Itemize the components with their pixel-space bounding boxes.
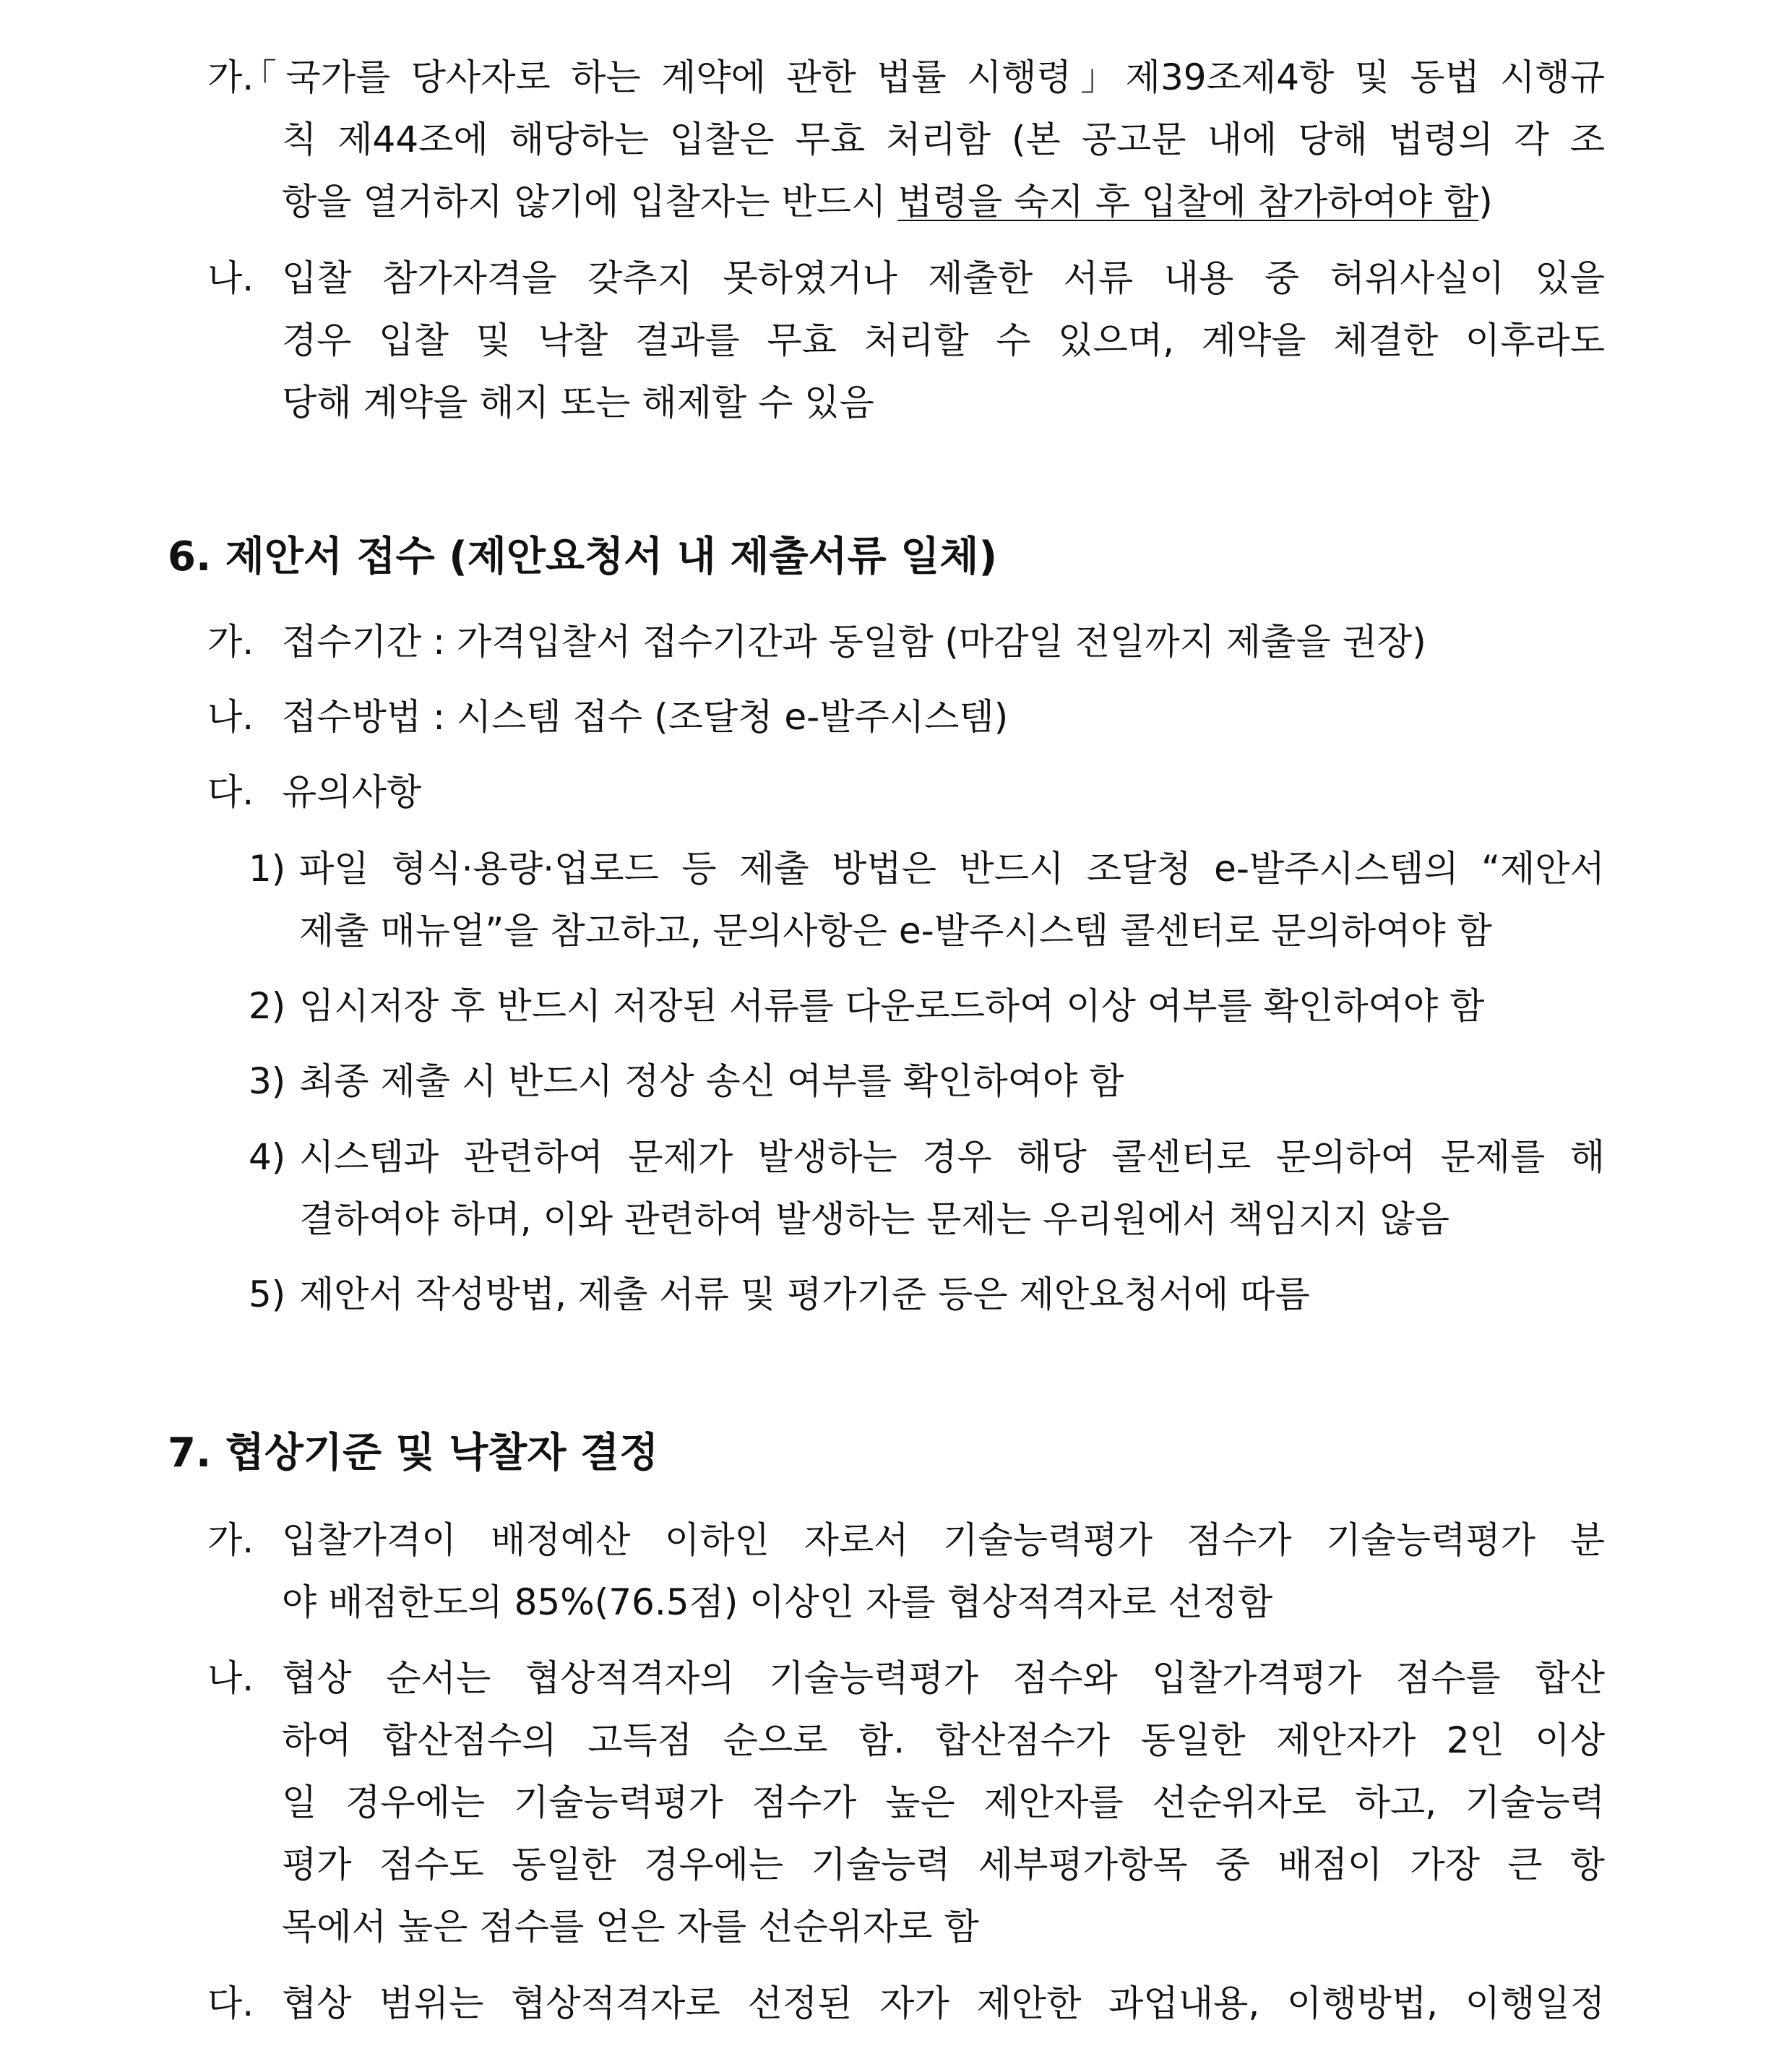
list-item-text: 입찰 참가자격을 갖추지 못하였거나 제출한 서류 내용 중 허위사실이 있을 xyxy=(282,257,1605,299)
list-item-text: 결하여야 하며, 이와 관련하여 발생하는 문제는 우리원에서 책임지지 않음 xyxy=(299,1198,1450,1240)
section-heading: 7. 협상기준 및 낙찰자 결정 xyxy=(168,1430,659,1477)
list-item-text: 칙 제44조에 해당하는 입찰은 무효 처리함 (본 공고문 내에 당해 법령의 각 조 xyxy=(282,119,1605,160)
list-item-text: 경우 입찰 및 낙찰 결과를 무효 처리할 수 있으며, 계약을 체결한 이후라도 xyxy=(282,319,1605,361)
list-marker: 가. xyxy=(207,621,254,663)
list-item-text: 야 배점한도의 85%(76.5점) 이상인 자를 협상적격자로 선정함 xyxy=(282,1581,1273,1623)
underlined-text: 법령을 숙지 후 입찰에 참가하여야 함 xyxy=(897,181,1479,223)
list-marker: 2) xyxy=(249,985,286,1027)
list-marker: 4) xyxy=(249,1136,286,1178)
list-marker: 다. xyxy=(207,1982,254,2024)
list-item-text: 하여 합산점수의 고득점 순으로 함. 합산점수가 동일한 제안자가 2인 이상 xyxy=(282,1719,1605,1761)
list-item-text: 제출 매뉴얼”을 참고하고, 문의사항은 e-발주시스템 콜센터로 문의하여야 함 xyxy=(299,910,1492,952)
list-marker: 나. xyxy=(207,1657,254,1699)
list-item-text: 목에서 높은 점수를 얻은 자를 선순위자로 함 xyxy=(282,1906,979,1948)
list-marker: 5) xyxy=(249,1273,286,1315)
list-item-text: 접수기간 : 가격입찰서 접수기간과 동일함 (마감일 전일까지 제출을 권장) xyxy=(282,621,1426,663)
list-item-text: 파일 형식·용량·업로드 등 제출 방법은 반드시 조달청 e-발주시스템의 “제안서 xyxy=(299,848,1605,890)
list-item-text: 항을 열거하지 않기에 입찰자는 반드시 법령을 숙지 후 입찰에 참가하여야 함) xyxy=(282,181,1493,223)
list-marker: 나. xyxy=(207,696,254,738)
list-item-text: 「국가를 당사자로 하는 계약에 관한 법률 시행령」제39조제4항 및 동법 시행규 xyxy=(241,56,1605,98)
list-item-text: 유의사항 xyxy=(282,771,422,813)
list-item-text: 협상 범위는 협상적격자로 선정된 자가 제안한 과업내용, 이행방법, 이행일정 xyxy=(282,1982,1605,2024)
list-marker: 가. xyxy=(207,1519,254,1561)
list-item-text: 평가 점수도 동일한 경우에는 기술능력 세부평가항목 중 배점이 가장 큰 항 xyxy=(282,1844,1605,1886)
list-item-text: 임시저장 후 반드시 저장된 서류를 다운로드하여 이상 여부를 확인하여야 함 xyxy=(299,985,1485,1027)
list-item-text: 제안서 작성방법, 제출 서류 및 평가기준 등은 제안요청서에 따름 xyxy=(299,1273,1310,1315)
list-marker: 1) xyxy=(249,848,286,890)
list-item-text: 일 경우에는 기술능력평가 점수가 높은 제안자를 선순위자로 하고, 기술능력 xyxy=(282,1781,1605,1823)
list-item-text: 시스템과 관련하여 문제가 발생하는 경우 해당 콜센터로 문의하여 문제를 해 xyxy=(299,1136,1605,1178)
list-marker: 가. xyxy=(207,56,254,98)
list-item-text: 당해 계약을 해지 또는 해제할 수 있음 xyxy=(282,382,874,424)
list-item-text: 접수방법 : 시스템 접수 (조달청 e-발주시스템) xyxy=(282,696,1009,738)
list-item-text: 입찰가격이 배정예산 이하인 자로서 기술능력평가 점수가 기술능력평가 분 xyxy=(282,1519,1605,1561)
list-marker: 3) xyxy=(249,1060,286,1102)
list-marker: 나. xyxy=(207,257,254,299)
list-item-text: 최종 제출 시 반드시 정상 송신 여부를 확인하여야 함 xyxy=(299,1060,1124,1102)
list-item-text: 협상 순서는 협상적격자의 기술능력평가 점수와 입찰가격평가 점수를 합산 xyxy=(282,1657,1605,1699)
list-marker: 다. xyxy=(207,771,254,813)
section-heading: 6. 제안서 접수 (제안요청서 내 제출서류 일체) xyxy=(168,533,998,580)
